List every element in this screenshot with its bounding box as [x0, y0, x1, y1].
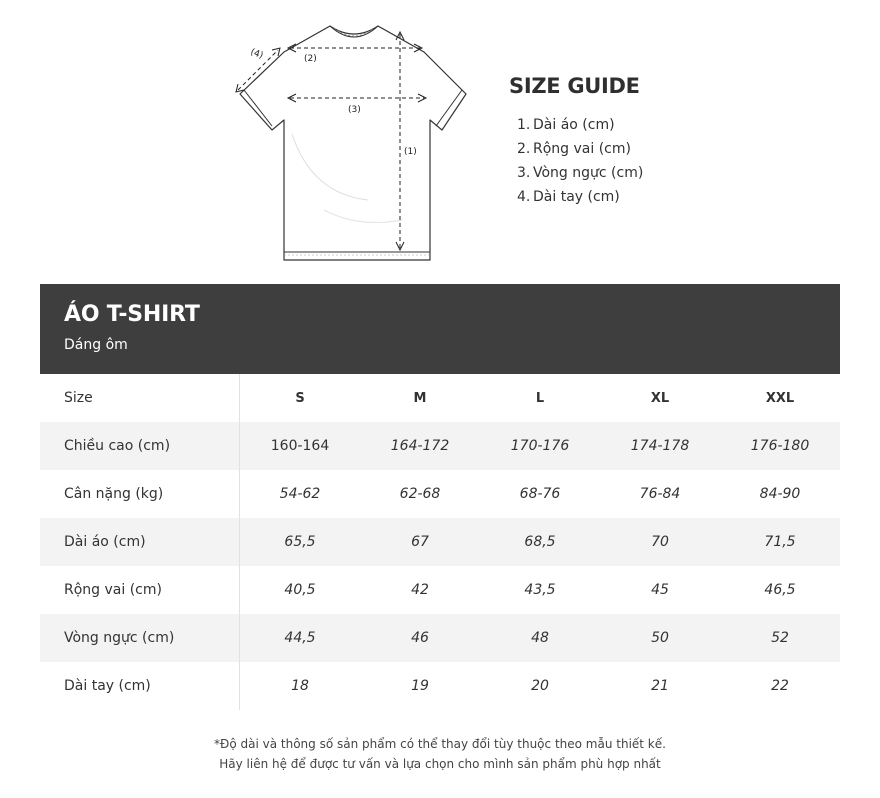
- guide-item: 4. Dài tay (cm): [517, 189, 620, 205]
- guide-item: 2. Rộng vai (cm): [517, 141, 631, 157]
- table-cell: 170-176: [510, 438, 570, 454]
- table-title: ÁO T-SHIRT: [64, 302, 200, 327]
- table-cell: 45: [651, 582, 669, 598]
- size-column-label: Size: [40, 374, 240, 422]
- table-cell: 160-164: [270, 438, 330, 454]
- row-label: Dài áo (cm): [40, 518, 240, 566]
- table-cell: 43,5: [524, 582, 556, 598]
- table-cell: 71,5: [764, 534, 796, 550]
- table-cell: 67: [411, 534, 429, 550]
- table-cell: 68,5: [524, 534, 556, 550]
- row-label: Chiều cao (cm): [40, 422, 240, 470]
- guide-item: 3. Vòng ngực (cm): [517, 165, 644, 181]
- size-column-xxl: XXL: [765, 390, 795, 406]
- table-row: [40, 518, 840, 566]
- table-cell: 54-62: [279, 486, 321, 502]
- table-cell: 40,5: [284, 582, 316, 598]
- table-cell: 174-178: [630, 438, 690, 454]
- table-cell: 76-84: [639, 486, 681, 502]
- table-cell: 46,5: [764, 582, 796, 598]
- guide-list: [509, 113, 643, 209]
- table-cell: 22: [771, 678, 789, 694]
- table-cell: 44,5: [284, 630, 316, 646]
- size-column-s: S: [295, 390, 305, 406]
- table-cell: 84-90: [759, 486, 801, 502]
- table-cell: 68-76: [519, 486, 561, 502]
- table-cell: 18: [291, 678, 309, 694]
- table-cell: 62-68: [399, 486, 441, 502]
- table-cell: 21: [651, 678, 669, 694]
- size-guide: [509, 74, 643, 209]
- footnote-line: Hãy liên hệ để được tư vấn và lựa chọn cho mình sản phẩm phù hợp nhất: [219, 757, 661, 771]
- table-row: [40, 662, 840, 710]
- guide-item: 1. Dài áo (cm): [517, 117, 615, 133]
- table-cell: 176-180: [750, 438, 810, 454]
- table-row: [40, 614, 840, 662]
- size-column-m: M: [413, 390, 427, 406]
- table-cell: 20: [531, 678, 549, 694]
- table-cell: 46: [411, 630, 429, 646]
- guide-title: SIZE GUIDE: [509, 74, 640, 98]
- size-column-xl: XL: [650, 390, 670, 406]
- footnote: [0, 734, 880, 774]
- footnote-line: *Độ dài và thông số sản phẩm có thể thay đổi tùy thuộc theo mẫu thiết kế.: [214, 737, 666, 751]
- label-length: (1): [404, 147, 417, 157]
- table-cell: 19: [411, 678, 429, 694]
- label-chest: (3): [348, 105, 361, 115]
- size-column-l: L: [535, 390, 545, 406]
- label-shoulder: (2): [304, 54, 317, 64]
- table-cell: 65,5: [284, 534, 316, 550]
- table-cell: 48: [531, 630, 549, 646]
- table-header-row: [40, 374, 840, 422]
- table-row: [40, 470, 840, 518]
- table-cell: 50: [651, 630, 669, 646]
- table-row: [40, 566, 840, 614]
- label-sleeve: (4): [248, 47, 265, 62]
- table-cell: 164-172: [390, 438, 450, 454]
- tshirt-diagram: [228, 14, 478, 270]
- row-label: Cân nặng (kg): [40, 470, 240, 518]
- table-header: [40, 284, 840, 374]
- table-subtitle: Dáng ôm: [64, 337, 128, 353]
- size-table: [40, 374, 840, 710]
- row-label: Dài tay (cm): [40, 662, 240, 710]
- table-cell: 70: [651, 534, 669, 550]
- row-label: Vòng ngực (cm): [40, 614, 240, 662]
- row-label: Rộng vai (cm): [40, 566, 240, 614]
- tshirt-outline-icon: [228, 14, 478, 270]
- table-cell: 42: [411, 582, 429, 598]
- table-cell: 52: [771, 630, 789, 646]
- table-row: [40, 422, 840, 470]
